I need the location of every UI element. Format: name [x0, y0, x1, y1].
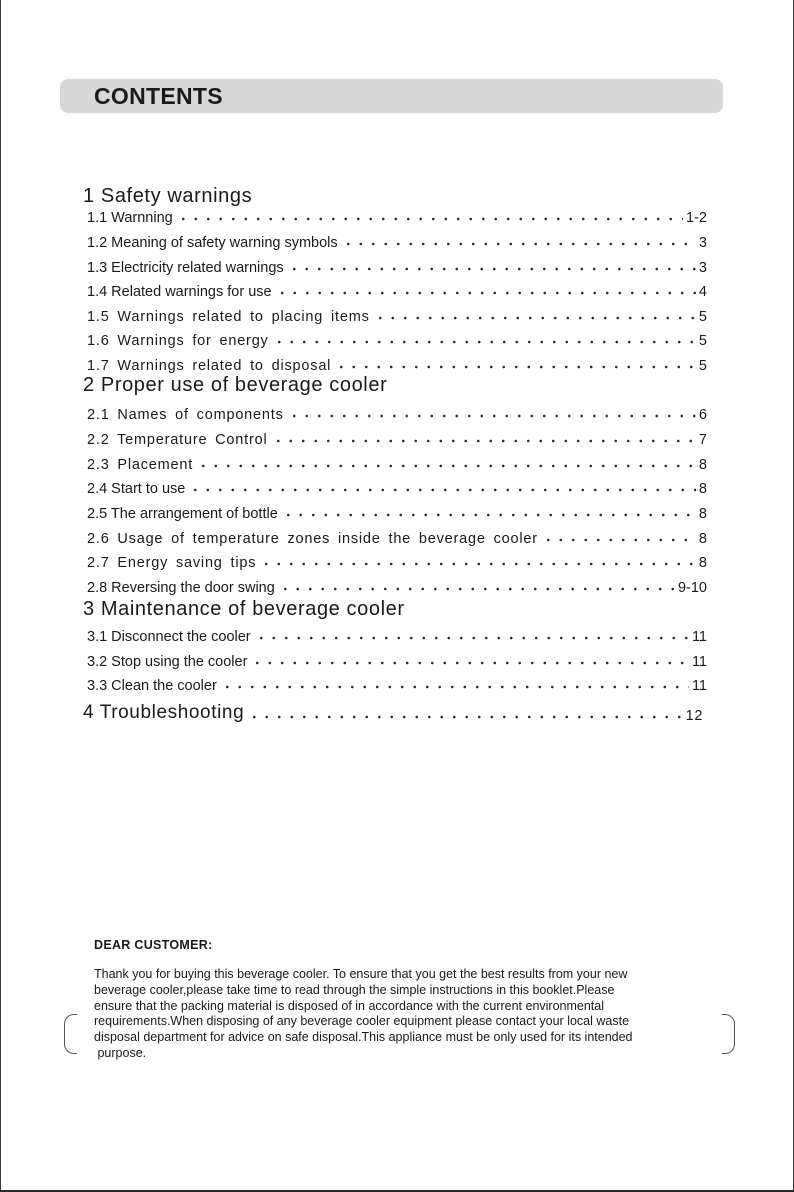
- toc-entry-page: 12: [685, 708, 703, 724]
- toc-entry-1-7[interactable]: [87, 354, 707, 374]
- toc-entry-page: 8: [698, 506, 707, 522]
- toc-entry-2-5[interactable]: [87, 502, 707, 522]
- toc-entry-label: 1.7 Warnings related to disposal: [87, 358, 332, 374]
- toc-entry-label: 1.3 Electricity related warnings: [87, 260, 284, 276]
- toc-entry-page: 8: [698, 531, 707, 547]
- toc-entry-page: 5: [698, 333, 707, 349]
- toc-entry-1-5[interactable]: [87, 305, 707, 325]
- message-line: disposal department for advice on safe disposal.This appliance must be only used for its intended: [94, 1030, 633, 1045]
- toc-entry-page: 7: [698, 432, 707, 448]
- leader-dots: [288, 266, 696, 272]
- toc-entry-label: 2.4 Start to use: [87, 481, 186, 497]
- toc-entry-3-2[interactable]: [87, 650, 707, 670]
- leader-dots: [335, 364, 696, 370]
- toc-entry-page: 8: [698, 457, 707, 473]
- toc-entry-page: 11: [691, 654, 707, 670]
- toc-entry-label: 2.8 Reversing the door swing: [87, 580, 275, 596]
- leader-dots: [189, 487, 696, 493]
- toc-section-4-title: 4 Troubleshooting: [83, 702, 245, 723]
- toc-entry-label: 1.2 Meaning of safety warning symbols: [87, 235, 338, 251]
- leader-dots: [282, 512, 696, 518]
- toc-entry-page: 11: [691, 678, 707, 694]
- leader-dots: [272, 438, 696, 444]
- toc-entry-2-4[interactable]: [87, 477, 707, 497]
- toc-entry-2-1[interactable]: [87, 403, 707, 423]
- toc-entry-page: 8: [698, 481, 707, 497]
- page-title: CONTENTS: [94, 83, 223, 109]
- toc-entry-2-6[interactable]: [87, 527, 707, 547]
- toc-entry-2-7[interactable]: [87, 551, 707, 571]
- toc-section-1-title: 1 Safety warnings: [83, 185, 253, 207]
- toc-entry-label: 2.6 Usage of temperature zones inside the beverage cooler: [87, 531, 538, 547]
- toc-entry-1-3[interactable]: [87, 256, 707, 276]
- page-border-left: [0, 0, 1, 1192]
- bracket-right-decoration: [722, 1014, 735, 1054]
- toc-entry-page: 4: [698, 284, 707, 300]
- toc-entry-1-2[interactable]: [87, 231, 707, 251]
- leader-dots: [374, 315, 696, 321]
- toc-entry-page: 11: [691, 629, 707, 645]
- toc-entry-label: 3.2 Stop using the cooler: [87, 654, 248, 670]
- toc-entry-2-8[interactable]: [87, 576, 707, 596]
- toc-entry-1-6[interactable]: [87, 329, 707, 349]
- leader-dots: [276, 290, 696, 296]
- toc-entry-page: 5: [698, 309, 707, 325]
- toc-entry-page: 8: [698, 555, 707, 571]
- leader-dots: [255, 635, 689, 641]
- toc-section-4-entry[interactable]: [83, 700, 703, 724]
- toc-entry-label: 2.2 Temperature Control: [87, 432, 268, 448]
- toc-entry-label: 2.3 Placement: [87, 457, 194, 473]
- toc-entry-label: 1.4 Related warnings for use: [87, 284, 272, 300]
- toc-entry-page: 1-2: [686, 210, 707, 226]
- toc-entry-3-1[interactable]: [87, 625, 707, 645]
- message-line: ensure that the packing material is disposed of in accordance with the current environmental: [94, 998, 605, 1013]
- leader-dots: [273, 339, 696, 345]
- toc-entry-label: 1.5 Warnings related to placing items: [87, 309, 370, 325]
- toc-entry-page: 9-10: [677, 580, 707, 596]
- leader-dots: [177, 216, 683, 222]
- leader-dots: [279, 586, 675, 592]
- toc-entry-page: 3: [698, 260, 707, 276]
- toc-entry-page: 3: [698, 235, 707, 251]
- leader-dots: [221, 684, 689, 690]
- toc-entry-label: 3.3 Clean the cooler: [87, 678, 217, 694]
- toc-entry-page: 6: [698, 407, 707, 423]
- leader-dots: [260, 561, 696, 567]
- message-line: purpose.: [94, 1045, 147, 1060]
- toc-entry-1-4[interactable]: [87, 280, 707, 300]
- customer-message: [94, 967, 714, 1062]
- leader-dots: [248, 714, 682, 720]
- contents-header-bar: [60, 79, 723, 113]
- toc-entry-label: 2.1 Names of components: [87, 407, 284, 423]
- toc-entry-2-3[interactable]: [87, 453, 707, 473]
- toc-entry-label: 2.5 The arrangement of bottle: [87, 506, 278, 522]
- customer-heading: DEAR CUSTOMER:: [94, 938, 213, 952]
- bracket-left-decoration: [64, 1014, 77, 1054]
- toc-section-2-title: 2 Proper use of beverage cooler: [83, 374, 388, 396]
- toc-entry-label: 3.1 Disconnect the cooler: [87, 629, 251, 645]
- leader-dots: [342, 241, 696, 247]
- toc-entry-2-2[interactable]: [87, 428, 707, 448]
- leader-dots: [197, 463, 696, 469]
- toc-entry-label: 1.6 Warnings for energy: [87, 333, 269, 349]
- leader-dots: [251, 660, 689, 666]
- message-line: beverage cooler,please take time to read through the simple instructions in this booklet.Please: [94, 982, 615, 997]
- leader-dots: [288, 413, 696, 419]
- toc-entry-label: 1.1 Warnning: [87, 210, 173, 226]
- toc-entry-page: 5: [698, 358, 707, 374]
- toc-entry-1-1[interactable]: [87, 206, 707, 226]
- toc-entry-3-3[interactable]: [87, 674, 707, 694]
- leader-dots: [542, 537, 696, 543]
- toc-section-3-title: 3 Maintenance of beverage cooler: [83, 598, 405, 620]
- toc-entry-label: 2.7 Energy saving tips: [87, 555, 257, 571]
- message-line: Thank you for buying this beverage cooler. To ensure that you get the best results from your new: [94, 967, 628, 981]
- message-line: requirements.When disposing of any beverage cooler equipment please contact your local waste: [94, 1014, 630, 1029]
